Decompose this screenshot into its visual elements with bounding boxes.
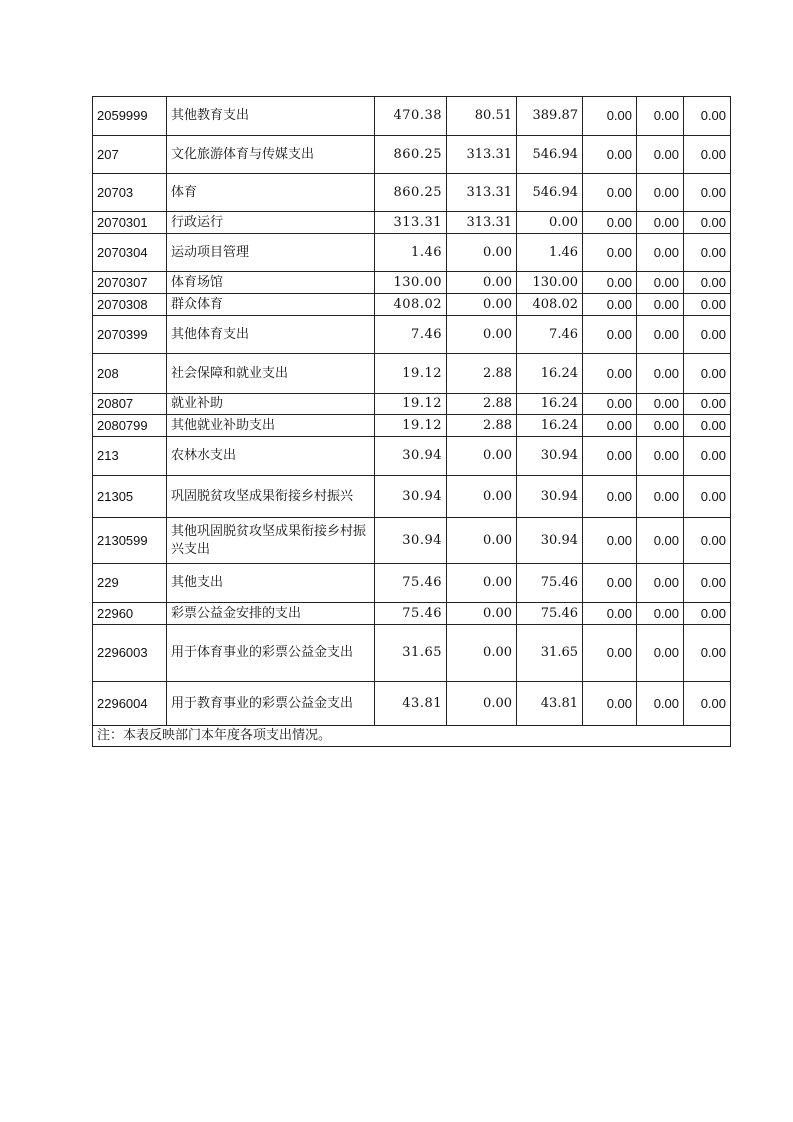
col5-amount: 0.00 bbox=[637, 272, 684, 294]
function-code: 2080799 bbox=[93, 415, 167, 437]
total-amount: 75.46 bbox=[375, 564, 447, 603]
function-code: 207 bbox=[93, 136, 167, 174]
col6-amount: 0.00 bbox=[684, 682, 731, 726]
col5-amount: 0.00 bbox=[637, 437, 684, 476]
col5-amount: 0.00 bbox=[637, 518, 684, 564]
col6-amount: 0.00 bbox=[684, 136, 731, 174]
basic-amount: 0.00 bbox=[447, 603, 517, 625]
total-amount: 130.00 bbox=[375, 272, 447, 294]
table-row bbox=[93, 415, 731, 437]
function-name: 用于体育事业的彩票公益金支出 bbox=[167, 625, 375, 682]
project-amount: 0.00 bbox=[517, 212, 583, 234]
col5-amount: 0.00 bbox=[637, 316, 684, 354]
total-amount: 75.46 bbox=[375, 603, 447, 625]
col4-amount: 0.00 bbox=[583, 394, 637, 415]
total-amount: 19.12 bbox=[375, 354, 447, 394]
function-code: 2070399 bbox=[93, 316, 167, 354]
function-name: 其他支出 bbox=[167, 564, 375, 603]
basic-amount: 0.00 bbox=[447, 234, 517, 272]
project-amount: 16.24 bbox=[517, 354, 583, 394]
table-row bbox=[93, 97, 731, 136]
table-row bbox=[93, 174, 731, 212]
function-code: 2070301 bbox=[93, 212, 167, 234]
col5-amount: 0.00 bbox=[637, 212, 684, 234]
table-row bbox=[93, 234, 731, 272]
project-amount: 31.65 bbox=[517, 625, 583, 682]
basic-amount: 0.00 bbox=[447, 564, 517, 603]
function-code: 2070307 bbox=[93, 272, 167, 294]
function-code: 2070304 bbox=[93, 234, 167, 272]
col4-amount: 0.00 bbox=[583, 682, 637, 726]
col6-amount: 0.00 bbox=[684, 437, 731, 476]
col6-amount: 0.00 bbox=[684, 625, 731, 682]
col4-amount: 0.00 bbox=[583, 272, 637, 294]
function-name: 其他就业补助支出 bbox=[167, 415, 375, 437]
col6-amount: 0.00 bbox=[684, 272, 731, 294]
function-code: 229 bbox=[93, 564, 167, 603]
function-code: 21305 bbox=[93, 476, 167, 518]
col5-amount: 0.00 bbox=[637, 294, 684, 316]
col4-amount: 0.00 bbox=[583, 437, 637, 476]
col4-amount: 0.00 bbox=[583, 564, 637, 603]
col4-amount: 0.00 bbox=[583, 294, 637, 316]
project-amount: 75.46 bbox=[517, 564, 583, 603]
function-name: 社会保障和就业支出 bbox=[167, 354, 375, 394]
total-amount: 30.94 bbox=[375, 476, 447, 518]
function-code: 20807 bbox=[93, 394, 167, 415]
function-code: 2070308 bbox=[93, 294, 167, 316]
table-note: 注：本表反映部门本年度各项支出情况。 bbox=[93, 726, 731, 747]
project-amount: 30.94 bbox=[517, 476, 583, 518]
col5-amount: 0.00 bbox=[637, 625, 684, 682]
col4-amount: 0.00 bbox=[583, 234, 637, 272]
total-amount: 1.46 bbox=[375, 234, 447, 272]
total-amount: 313.31 bbox=[375, 212, 447, 234]
function-name: 农林水支出 bbox=[167, 437, 375, 476]
basic-amount: 0.00 bbox=[447, 437, 517, 476]
total-amount: 30.94 bbox=[375, 437, 447, 476]
project-amount: 1.46 bbox=[517, 234, 583, 272]
col6-amount: 0.00 bbox=[684, 97, 731, 136]
col6-amount: 0.00 bbox=[684, 294, 731, 316]
col5-amount: 0.00 bbox=[637, 476, 684, 518]
table-row bbox=[93, 272, 731, 294]
function-name: 用于教育事业的彩票公益金支出 bbox=[167, 682, 375, 726]
col5-amount: 0.00 bbox=[637, 174, 684, 212]
basic-amount: 0.00 bbox=[447, 316, 517, 354]
project-amount: 408.02 bbox=[517, 294, 583, 316]
basic-amount: 0.00 bbox=[447, 294, 517, 316]
project-amount: 389.87 bbox=[517, 97, 583, 136]
function-name: 体育场馆 bbox=[167, 272, 375, 294]
total-amount: 43.81 bbox=[375, 682, 447, 726]
col6-amount: 0.00 bbox=[684, 564, 731, 603]
basic-amount: 2.88 bbox=[447, 354, 517, 394]
col5-amount: 0.00 bbox=[637, 234, 684, 272]
table-row bbox=[93, 437, 731, 476]
function-code: 20703 bbox=[93, 174, 167, 212]
col6-amount: 0.00 bbox=[684, 354, 731, 394]
project-amount: 30.94 bbox=[517, 437, 583, 476]
table-row bbox=[93, 682, 731, 726]
function-code: 2296004 bbox=[93, 682, 167, 726]
function-name: 文化旅游体育与传媒支出 bbox=[167, 136, 375, 174]
function-name: 其他教育支出 bbox=[167, 97, 375, 136]
col6-amount: 0.00 bbox=[684, 394, 731, 415]
table-row bbox=[93, 394, 731, 415]
col5-amount: 0.00 bbox=[637, 682, 684, 726]
table-row bbox=[93, 136, 731, 174]
basic-amount: 0.00 bbox=[447, 682, 517, 726]
table-row bbox=[93, 294, 731, 316]
total-amount: 860.25 bbox=[375, 174, 447, 212]
col6-amount: 0.00 bbox=[684, 476, 731, 518]
col4-amount: 0.00 bbox=[583, 354, 637, 394]
col4-amount: 0.00 bbox=[583, 518, 637, 564]
table-row bbox=[93, 476, 731, 518]
table-row bbox=[93, 564, 731, 603]
total-amount: 860.25 bbox=[375, 136, 447, 174]
total-amount: 31.65 bbox=[375, 625, 447, 682]
project-amount: 75.46 bbox=[517, 603, 583, 625]
basic-amount: 2.88 bbox=[447, 415, 517, 437]
table-row bbox=[93, 603, 731, 625]
col5-amount: 0.00 bbox=[637, 564, 684, 603]
basic-amount: 313.31 bbox=[447, 136, 517, 174]
basic-amount: 313.31 bbox=[447, 212, 517, 234]
function-code: 2130599 bbox=[93, 518, 167, 564]
col5-amount: 0.00 bbox=[637, 97, 684, 136]
col4-amount: 0.00 bbox=[583, 415, 637, 437]
col4-amount: 0.00 bbox=[583, 625, 637, 682]
project-amount: 7.46 bbox=[517, 316, 583, 354]
project-amount: 16.24 bbox=[517, 394, 583, 415]
project-amount: 130.00 bbox=[517, 272, 583, 294]
basic-amount: 313.31 bbox=[447, 174, 517, 212]
project-amount: 30.94 bbox=[517, 518, 583, 564]
function-name: 就业补助 bbox=[167, 394, 375, 415]
col6-amount: 0.00 bbox=[684, 212, 731, 234]
col6-amount: 0.00 bbox=[684, 174, 731, 212]
col6-amount: 0.00 bbox=[684, 234, 731, 272]
project-amount: 43.81 bbox=[517, 682, 583, 726]
basic-amount: 2.88 bbox=[447, 394, 517, 415]
col6-amount: 0.00 bbox=[684, 518, 731, 564]
table-row bbox=[93, 316, 731, 354]
function-code: 2296003 bbox=[93, 625, 167, 682]
function-name: 行政运行 bbox=[167, 212, 375, 234]
function-code: 208 bbox=[93, 354, 167, 394]
col5-amount: 0.00 bbox=[637, 136, 684, 174]
total-amount: 7.46 bbox=[375, 316, 447, 354]
table-row bbox=[93, 212, 731, 234]
function-name: 巩固脱贫攻坚成果衔接乡村振兴 bbox=[167, 476, 375, 518]
total-amount: 30.94 bbox=[375, 518, 447, 564]
function-code: 22960 bbox=[93, 603, 167, 625]
col6-amount: 0.00 bbox=[684, 603, 731, 625]
total-amount: 19.12 bbox=[375, 415, 447, 437]
col5-amount: 0.00 bbox=[637, 394, 684, 415]
basic-amount: 0.00 bbox=[447, 272, 517, 294]
table-row bbox=[93, 354, 731, 394]
expenditure-table bbox=[92, 96, 731, 747]
project-amount: 16.24 bbox=[517, 415, 583, 437]
col4-amount: 0.00 bbox=[583, 174, 637, 212]
total-amount: 19.12 bbox=[375, 394, 447, 415]
col4-amount: 0.00 bbox=[583, 316, 637, 354]
col5-amount: 0.00 bbox=[637, 603, 684, 625]
function-name: 其他体育支出 bbox=[167, 316, 375, 354]
col5-amount: 0.00 bbox=[637, 354, 684, 394]
col4-amount: 0.00 bbox=[583, 97, 637, 136]
project-amount: 546.94 bbox=[517, 136, 583, 174]
col6-amount: 0.00 bbox=[684, 316, 731, 354]
function-name: 体育 bbox=[167, 174, 375, 212]
function-name: 群众体育 bbox=[167, 294, 375, 316]
function-name: 彩票公益金安排的支出 bbox=[167, 603, 375, 625]
function-name: 运动项目管理 bbox=[167, 234, 375, 272]
table-row bbox=[93, 625, 731, 682]
col4-amount: 0.00 bbox=[583, 476, 637, 518]
project-amount: 546.94 bbox=[517, 174, 583, 212]
basic-amount: 0.00 bbox=[447, 476, 517, 518]
col6-amount: 0.00 bbox=[684, 415, 731, 437]
function-code: 213 bbox=[93, 437, 167, 476]
col4-amount: 0.00 bbox=[583, 603, 637, 625]
total-amount: 470.38 bbox=[375, 97, 447, 136]
total-amount: 408.02 bbox=[375, 294, 447, 316]
function-code: 2059999 bbox=[93, 97, 167, 136]
col4-amount: 0.00 bbox=[583, 136, 637, 174]
basic-amount: 80.51 bbox=[447, 97, 517, 136]
table-note-row bbox=[93, 726, 731, 747]
basic-amount: 0.00 bbox=[447, 518, 517, 564]
col5-amount: 0.00 bbox=[637, 415, 684, 437]
table-row bbox=[93, 518, 731, 564]
col4-amount: 0.00 bbox=[583, 212, 637, 234]
function-name: 其他巩固脱贫攻坚成果衔接乡村振兴支出 bbox=[167, 518, 375, 564]
basic-amount: 0.00 bbox=[447, 625, 517, 682]
